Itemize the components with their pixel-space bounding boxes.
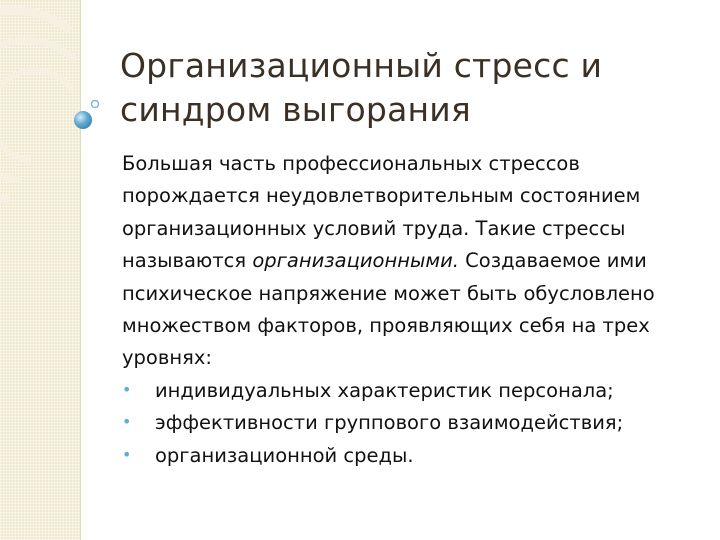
- bullet-dot-icon: •: [122, 379, 132, 399]
- paragraph-text-2: Создаваемое ими психическое напряжение может быть обусловлено множеством факторов, проявляющих себя на трех уровнях:: [122, 249, 655, 370]
- bullet-dot-icon: •: [122, 412, 132, 432]
- list-item-text: организационной среды.: [155, 443, 414, 467]
- title-line-1: Организационный стресс и: [120, 46, 603, 85]
- blue-orb-decoration-icon: [74, 111, 92, 129]
- list-item: [122, 407, 712, 439]
- paragraph-text-1: Большая часть профессиональных стрессов порождается неудовлетворительным состоянием организационных условий труда. Такие стрессы называются: [122, 152, 641, 273]
- title-line-2: синдром выгорания: [120, 90, 471, 129]
- body-paragraph: [122, 148, 712, 375]
- list-item-text: индивидуальных характеристик персонала;: [155, 378, 614, 402]
- slide-body: [122, 148, 712, 472]
- list-item-text: эффективности группового взаимодействия;: [155, 411, 624, 435]
- slide-title: [120, 44, 700, 132]
- small-ring-decoration-icon: [92, 101, 99, 108]
- bullet-list: [122, 375, 712, 472]
- list-item: [122, 440, 712, 472]
- bullet-dot-icon: •: [122, 444, 132, 464]
- paragraph-emphasis: организационными.: [252, 249, 459, 273]
- list-item: [122, 375, 712, 407]
